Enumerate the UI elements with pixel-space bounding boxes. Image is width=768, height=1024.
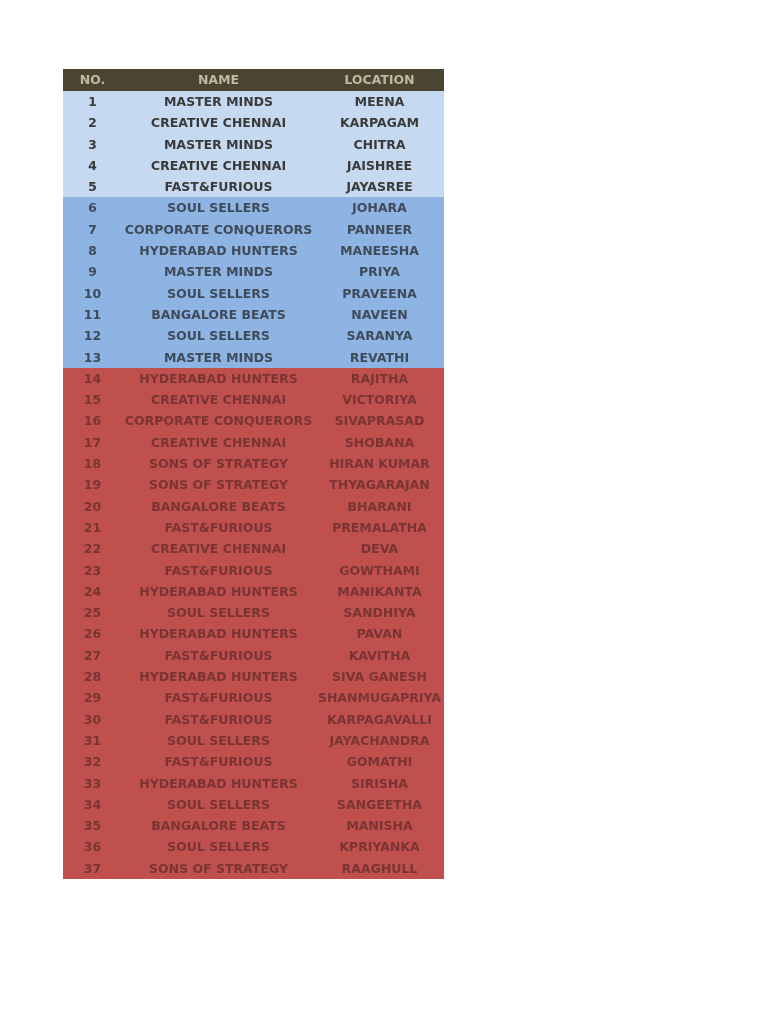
- location-cell: JOHARA: [352, 200, 407, 216]
- table-row: [63, 432, 444, 453]
- team-name-cell: FAST&FURIOUS: [164, 690, 273, 706]
- team-name-cell: SONS OF STRATEGY: [149, 860, 288, 876]
- table-row: [63, 219, 444, 240]
- location-cell: GOMATHI: [346, 754, 413, 770]
- table-row: [63, 815, 444, 836]
- location-cell: KARPAGAM: [339, 115, 420, 131]
- row-number-cell: 14: [83, 370, 102, 386]
- table-row: [63, 389, 444, 410]
- team-name-cell: SOUL SELLERS: [167, 328, 270, 344]
- location-cell: SIRISHA: [350, 775, 409, 791]
- row-number-cell: 18: [83, 456, 102, 472]
- location-cell: KARPAGAVALLI: [327, 711, 432, 727]
- location-cell: KAVITHA: [348, 647, 411, 663]
- table-row: [63, 304, 444, 325]
- row-number-cell: 13: [83, 349, 102, 365]
- table-row: [63, 687, 444, 708]
- location-cell: SANDHIYA: [343, 605, 416, 621]
- row-number-cell: 7: [88, 221, 97, 237]
- table-row: [63, 283, 444, 304]
- row-number-cell: 32: [83, 754, 102, 770]
- team-name-cell: CREATIVE CHENNAI: [150, 392, 287, 408]
- team-name-cell: FAST&FURIOUS: [164, 179, 273, 195]
- team-name-cell: CORPORATE CONQUERORS: [124, 221, 313, 237]
- location-cell: GOWTHAMI: [339, 562, 420, 578]
- row-number-cell: 17: [83, 434, 102, 450]
- location-cell: VICTORIYA: [342, 392, 417, 408]
- location-cell: SHANMUGAPRIYA: [317, 690, 442, 706]
- row-number-cell: 30: [83, 711, 102, 727]
- team-name-cell: FAST&FURIOUS: [164, 711, 273, 727]
- team-name-cell: CREATIVE CHENNAI: [150, 115, 287, 131]
- row-number-cell: 21: [83, 519, 102, 535]
- team-name-cell: BANGALORE BEATS: [151, 306, 286, 322]
- location-cell: PREMALATHA: [332, 519, 427, 535]
- table-row: [63, 645, 444, 666]
- table-row: [63, 496, 444, 517]
- team-name-cell: FAST&FURIOUS: [164, 519, 273, 535]
- location-cell: JAYASREE: [346, 179, 413, 195]
- location-cell: CHITRA: [353, 136, 406, 152]
- table-body: [63, 91, 444, 879]
- team-name-cell: SOUL SELLERS: [167, 605, 270, 621]
- table-row: [63, 773, 444, 794]
- table-row: [63, 410, 444, 431]
- location-cell: DEVA: [360, 541, 399, 557]
- location-cell: PANNEER: [346, 221, 413, 237]
- row-number-cell: 10: [83, 285, 102, 301]
- header-location: LOCATION: [344, 72, 415, 87]
- location-cell: REVATHI: [349, 349, 410, 365]
- row-number-cell: 37: [83, 860, 102, 876]
- location-cell: SIVAPRASAD: [334, 413, 425, 429]
- team-name-cell: SONS OF STRATEGY: [149, 456, 288, 472]
- row-number-cell: 36: [83, 839, 102, 855]
- team-name-cell: SOUL SELLERS: [167, 796, 270, 812]
- table-row: [63, 794, 444, 815]
- row-number-cell: 20: [83, 498, 102, 514]
- location-cell: RAAGHULL: [341, 860, 418, 876]
- location-cell: SANGEETHA: [336, 796, 423, 812]
- row-number-cell: 16: [83, 413, 102, 429]
- team-name-cell: BANGALORE BEATS: [151, 818, 286, 834]
- location-cell: SARANYA: [346, 328, 413, 344]
- row-number-cell: 6: [88, 200, 97, 216]
- table-row: [63, 325, 444, 346]
- row-number-cell: 35: [83, 818, 102, 834]
- table-row: [63, 623, 444, 644]
- row-number-cell: 22: [83, 541, 102, 557]
- team-name-cell: CREATIVE CHENNAI: [150, 157, 287, 173]
- table-row: [63, 347, 444, 368]
- team-name-cell: BANGALORE BEATS: [151, 498, 286, 514]
- row-number-cell: 9: [88, 264, 97, 280]
- row-number-cell: 25: [83, 605, 102, 621]
- location-cell: MANEESHA: [340, 243, 419, 259]
- table-row: [63, 666, 444, 687]
- location-cell: SHOBANA: [344, 434, 415, 450]
- row-number-cell: 27: [83, 647, 102, 663]
- team-name-cell: HYDERABAD HUNTERS: [139, 243, 298, 259]
- team-name-cell: MASTER MINDS: [163, 349, 274, 365]
- table-row: [63, 517, 444, 538]
- team-name-cell: FAST&FURIOUS: [164, 562, 273, 578]
- table-row: [63, 836, 444, 857]
- table-row: [63, 858, 444, 879]
- table-row: [63, 751, 444, 772]
- table-row: [63, 474, 444, 495]
- location-cell: SIVA GANESH: [332, 669, 427, 685]
- row-number-cell: 5: [88, 179, 97, 195]
- row-number-cell: 31: [83, 732, 102, 748]
- table-row: [63, 368, 444, 389]
- table-row: [63, 581, 444, 602]
- row-number-cell: 34: [83, 796, 102, 812]
- row-number-cell: 15: [83, 392, 102, 408]
- header-name: NAME: [197, 72, 240, 87]
- location-cell: RAJITHA: [350, 370, 409, 386]
- location-cell: BHARANI: [347, 498, 412, 514]
- team-name-cell: FAST&FURIOUS: [164, 754, 273, 770]
- team-name-cell: CREATIVE CHENNAI: [150, 541, 287, 557]
- team-name-cell: HYDERABAD HUNTERS: [139, 583, 298, 599]
- table-header: [63, 69, 444, 91]
- team-name-cell: HYDERABAD HUNTERS: [139, 626, 298, 642]
- team-location-table: [63, 69, 444, 879]
- team-name-cell: SOUL SELLERS: [167, 839, 270, 855]
- table-row: [63, 155, 444, 176]
- table-row: [63, 134, 444, 155]
- row-number-cell: 23: [83, 562, 102, 578]
- header-row: [63, 69, 444, 91]
- row-number-cell: 2: [88, 115, 97, 131]
- team-name-cell: HYDERABAD HUNTERS: [139, 370, 298, 386]
- team-name-cell: MASTER MINDS: [163, 264, 274, 280]
- team-name-cell: MASTER MINDS: [163, 94, 274, 109]
- location-cell: JAISHREE: [346, 157, 413, 173]
- header-no: NO.: [79, 72, 106, 87]
- row-number-cell: 1: [88, 94, 97, 109]
- row-number-cell: 8: [88, 243, 97, 259]
- row-number-cell: 3: [88, 136, 97, 152]
- row-number-cell: 4: [88, 157, 97, 173]
- table-row: [63, 91, 444, 112]
- table-row: [63, 240, 444, 261]
- row-number-cell: 28: [83, 669, 102, 685]
- table-row: [63, 261, 444, 282]
- location-cell: MANISHA: [346, 818, 413, 834]
- team-name-cell: FAST&FURIOUS: [164, 647, 273, 663]
- table-row: [63, 538, 444, 559]
- table-row: [63, 176, 444, 197]
- team-name-cell: SONS OF STRATEGY: [149, 477, 288, 493]
- row-number-cell: 11: [83, 306, 102, 322]
- row-number-cell: 24: [83, 583, 102, 599]
- location-cell: JAYACHANDRA: [329, 732, 430, 748]
- table-row: [63, 730, 444, 751]
- table-row: [63, 602, 444, 623]
- team-name-cell: HYDERABAD HUNTERS: [139, 669, 298, 685]
- table-row: [63, 197, 444, 218]
- location-cell: THYAGARAJAN: [329, 477, 430, 493]
- table-row: [63, 112, 444, 133]
- table-row: [63, 453, 444, 474]
- location-cell: HIRAN KUMAR: [329, 456, 430, 472]
- table-row: [63, 560, 444, 581]
- team-name-cell: CREATIVE CHENNAI: [150, 434, 287, 450]
- location-cell: MEENA: [354, 94, 405, 109]
- team-name-cell: SOUL SELLERS: [167, 732, 270, 748]
- location-cell: PRAVEENA: [342, 285, 417, 301]
- row-number-cell: 12: [83, 328, 102, 344]
- team-name-cell: SOUL SELLERS: [167, 285, 270, 301]
- row-number-cell: 19: [83, 477, 102, 493]
- row-number-cell: 33: [83, 775, 102, 791]
- location-cell: KPRIYANKA: [339, 839, 420, 855]
- team-name-cell: MASTER MINDS: [163, 136, 274, 152]
- team-name-cell: CORPORATE CONQUERORS: [124, 413, 313, 429]
- location-cell: PAVAN: [356, 626, 403, 642]
- team-name-cell: HYDERABAD HUNTERS: [139, 775, 298, 791]
- location-cell: PRIYA: [359, 264, 400, 280]
- row-number-cell: 29: [83, 690, 102, 706]
- team-name-cell: SOUL SELLERS: [167, 200, 270, 216]
- location-cell: NAVEEN: [351, 306, 408, 322]
- location-cell: MANIKANTA: [337, 583, 422, 599]
- row-number-cell: 26: [83, 626, 102, 642]
- table-row: [63, 709, 444, 730]
